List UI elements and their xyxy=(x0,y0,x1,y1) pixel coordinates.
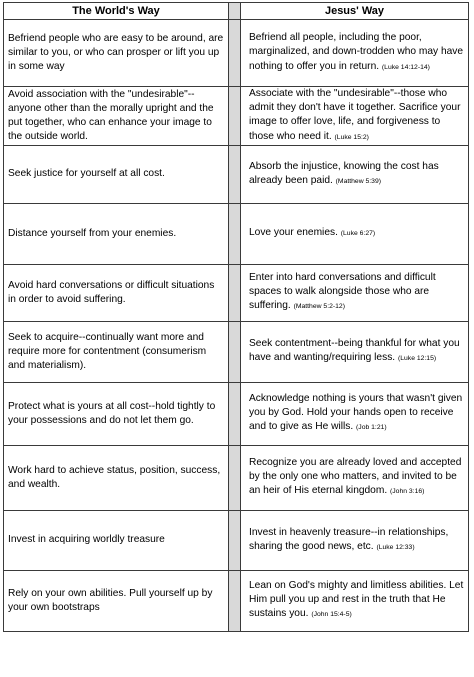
column-separator xyxy=(229,264,241,321)
table-row xyxy=(4,203,469,264)
column-separator xyxy=(229,321,241,382)
column-separator xyxy=(229,445,241,510)
scripture-reference: (Luke 6:27) xyxy=(340,230,376,238)
jesus-text: Seek contentment--being thankful for what you have and wanting/requiring less. xyxy=(249,338,460,364)
column-separator xyxy=(229,145,241,203)
jesus-cell xyxy=(241,445,469,510)
jesus-cell xyxy=(241,20,469,87)
table-row xyxy=(4,321,469,382)
jesus-text: Invest in heavenly treasure--in relationships, sharing the good news, etc. xyxy=(249,526,449,552)
comparison-table xyxy=(3,2,469,632)
jesus-text: Absorb the injustice, knowing the cost has already been paid. xyxy=(249,160,439,186)
jesus-cell xyxy=(241,321,469,382)
scripture-reference: (Matthew 5:2-12) xyxy=(293,303,345,311)
world-cell: Seek justice for yourself at all cost. xyxy=(4,145,229,203)
table-row xyxy=(4,510,469,570)
table-row xyxy=(4,264,469,321)
column-separator xyxy=(229,87,241,146)
table-row xyxy=(4,20,469,87)
column-separator xyxy=(229,382,241,445)
table-row xyxy=(4,87,469,146)
scripture-reference: (Luke 15:2) xyxy=(334,133,369,141)
jesus-cell xyxy=(241,87,469,146)
jesus-text: Befriend all people, including the poor, marginalized, and down-trodden who may have nothing to offer you in return. xyxy=(249,32,464,72)
jesus-text: Enter into hard conversations and difficult spaces to walk alongside those who are suffering. xyxy=(249,272,436,312)
world-cell: Protect what is yours at all cost--hold tightly to your possessions and do not let them go. xyxy=(4,382,229,445)
scripture-reference: (Job 1:21) xyxy=(356,424,387,432)
world-cell: Avoid hard conversations or difficult situations in order to avoid suffering. xyxy=(4,264,229,321)
scripture-reference: (Luke 14:12-14) xyxy=(381,63,430,71)
world-cell: Work hard to achieve status, position, success, and wealth. xyxy=(4,445,229,510)
column-separator xyxy=(229,20,241,87)
table-header-row xyxy=(4,3,469,20)
world-cell: Avoid association with the "undesirable"--anyone other than the morally upright and the put together, who can enhance your image to the outside world. xyxy=(4,87,229,146)
world-cell: Distance yourself from your enemies. xyxy=(4,203,229,264)
jesus-text: Love your enemies. xyxy=(249,227,338,239)
column-separator xyxy=(229,203,241,264)
column-separator xyxy=(229,510,241,570)
jesus-text: Acknowledge nothing is yours that wasn't given you by God. Hold your hands open to receive and to give as He wills. xyxy=(249,393,463,433)
jesus-cell xyxy=(241,264,469,321)
scripture-reference: (John 3:16) xyxy=(390,488,425,496)
column-separator xyxy=(229,3,241,20)
world-cell: Rely on your own abilities. Pull yourself up by your own bootstraps xyxy=(4,570,229,631)
jesus-text: Associate with the "undesirable"--those who admit they don't have it together. Sacrifice your image to offer love, life, and forgiveness to those who need it. xyxy=(249,88,461,142)
world-cell: Invest in acquiring worldly treasure xyxy=(4,510,229,570)
table-row xyxy=(4,570,469,631)
table-row xyxy=(4,382,469,445)
scripture-reference: (Luke 12:33) xyxy=(376,543,415,551)
jesus-cell xyxy=(241,382,469,445)
header-jesus-way: Jesus' Way xyxy=(241,3,469,20)
scripture-reference: (John 15:4-5) xyxy=(311,611,352,619)
jesus-text: Lean on God's mighty and limitless abilities. Let Him pull you up and rest in the truth that He sustains you. xyxy=(249,580,464,620)
column-separator xyxy=(229,570,241,631)
world-cell: Befriend people who are easy to be around, are similar to you, or who can prosper or lift you up in some way xyxy=(4,20,229,87)
jesus-cell xyxy=(241,510,469,570)
header-worlds-way: The World's Way xyxy=(4,3,229,20)
jesus-cell xyxy=(241,145,469,203)
world-cell: Seek to acquire--continually want more and require more for contentment (consumerism and materialism). xyxy=(4,321,229,382)
table-row xyxy=(4,145,469,203)
scripture-reference: (Matthew 5:39) xyxy=(335,177,382,185)
scripture-reference: (Luke 12:15) xyxy=(397,355,437,363)
table-row xyxy=(4,445,469,510)
jesus-cell xyxy=(241,203,469,264)
jesus-cell xyxy=(241,570,469,631)
jesus-text: Recognize you are already loved and accepted by the only one who matters, and invited to be an heir of His eternal kingdom. xyxy=(249,457,462,497)
